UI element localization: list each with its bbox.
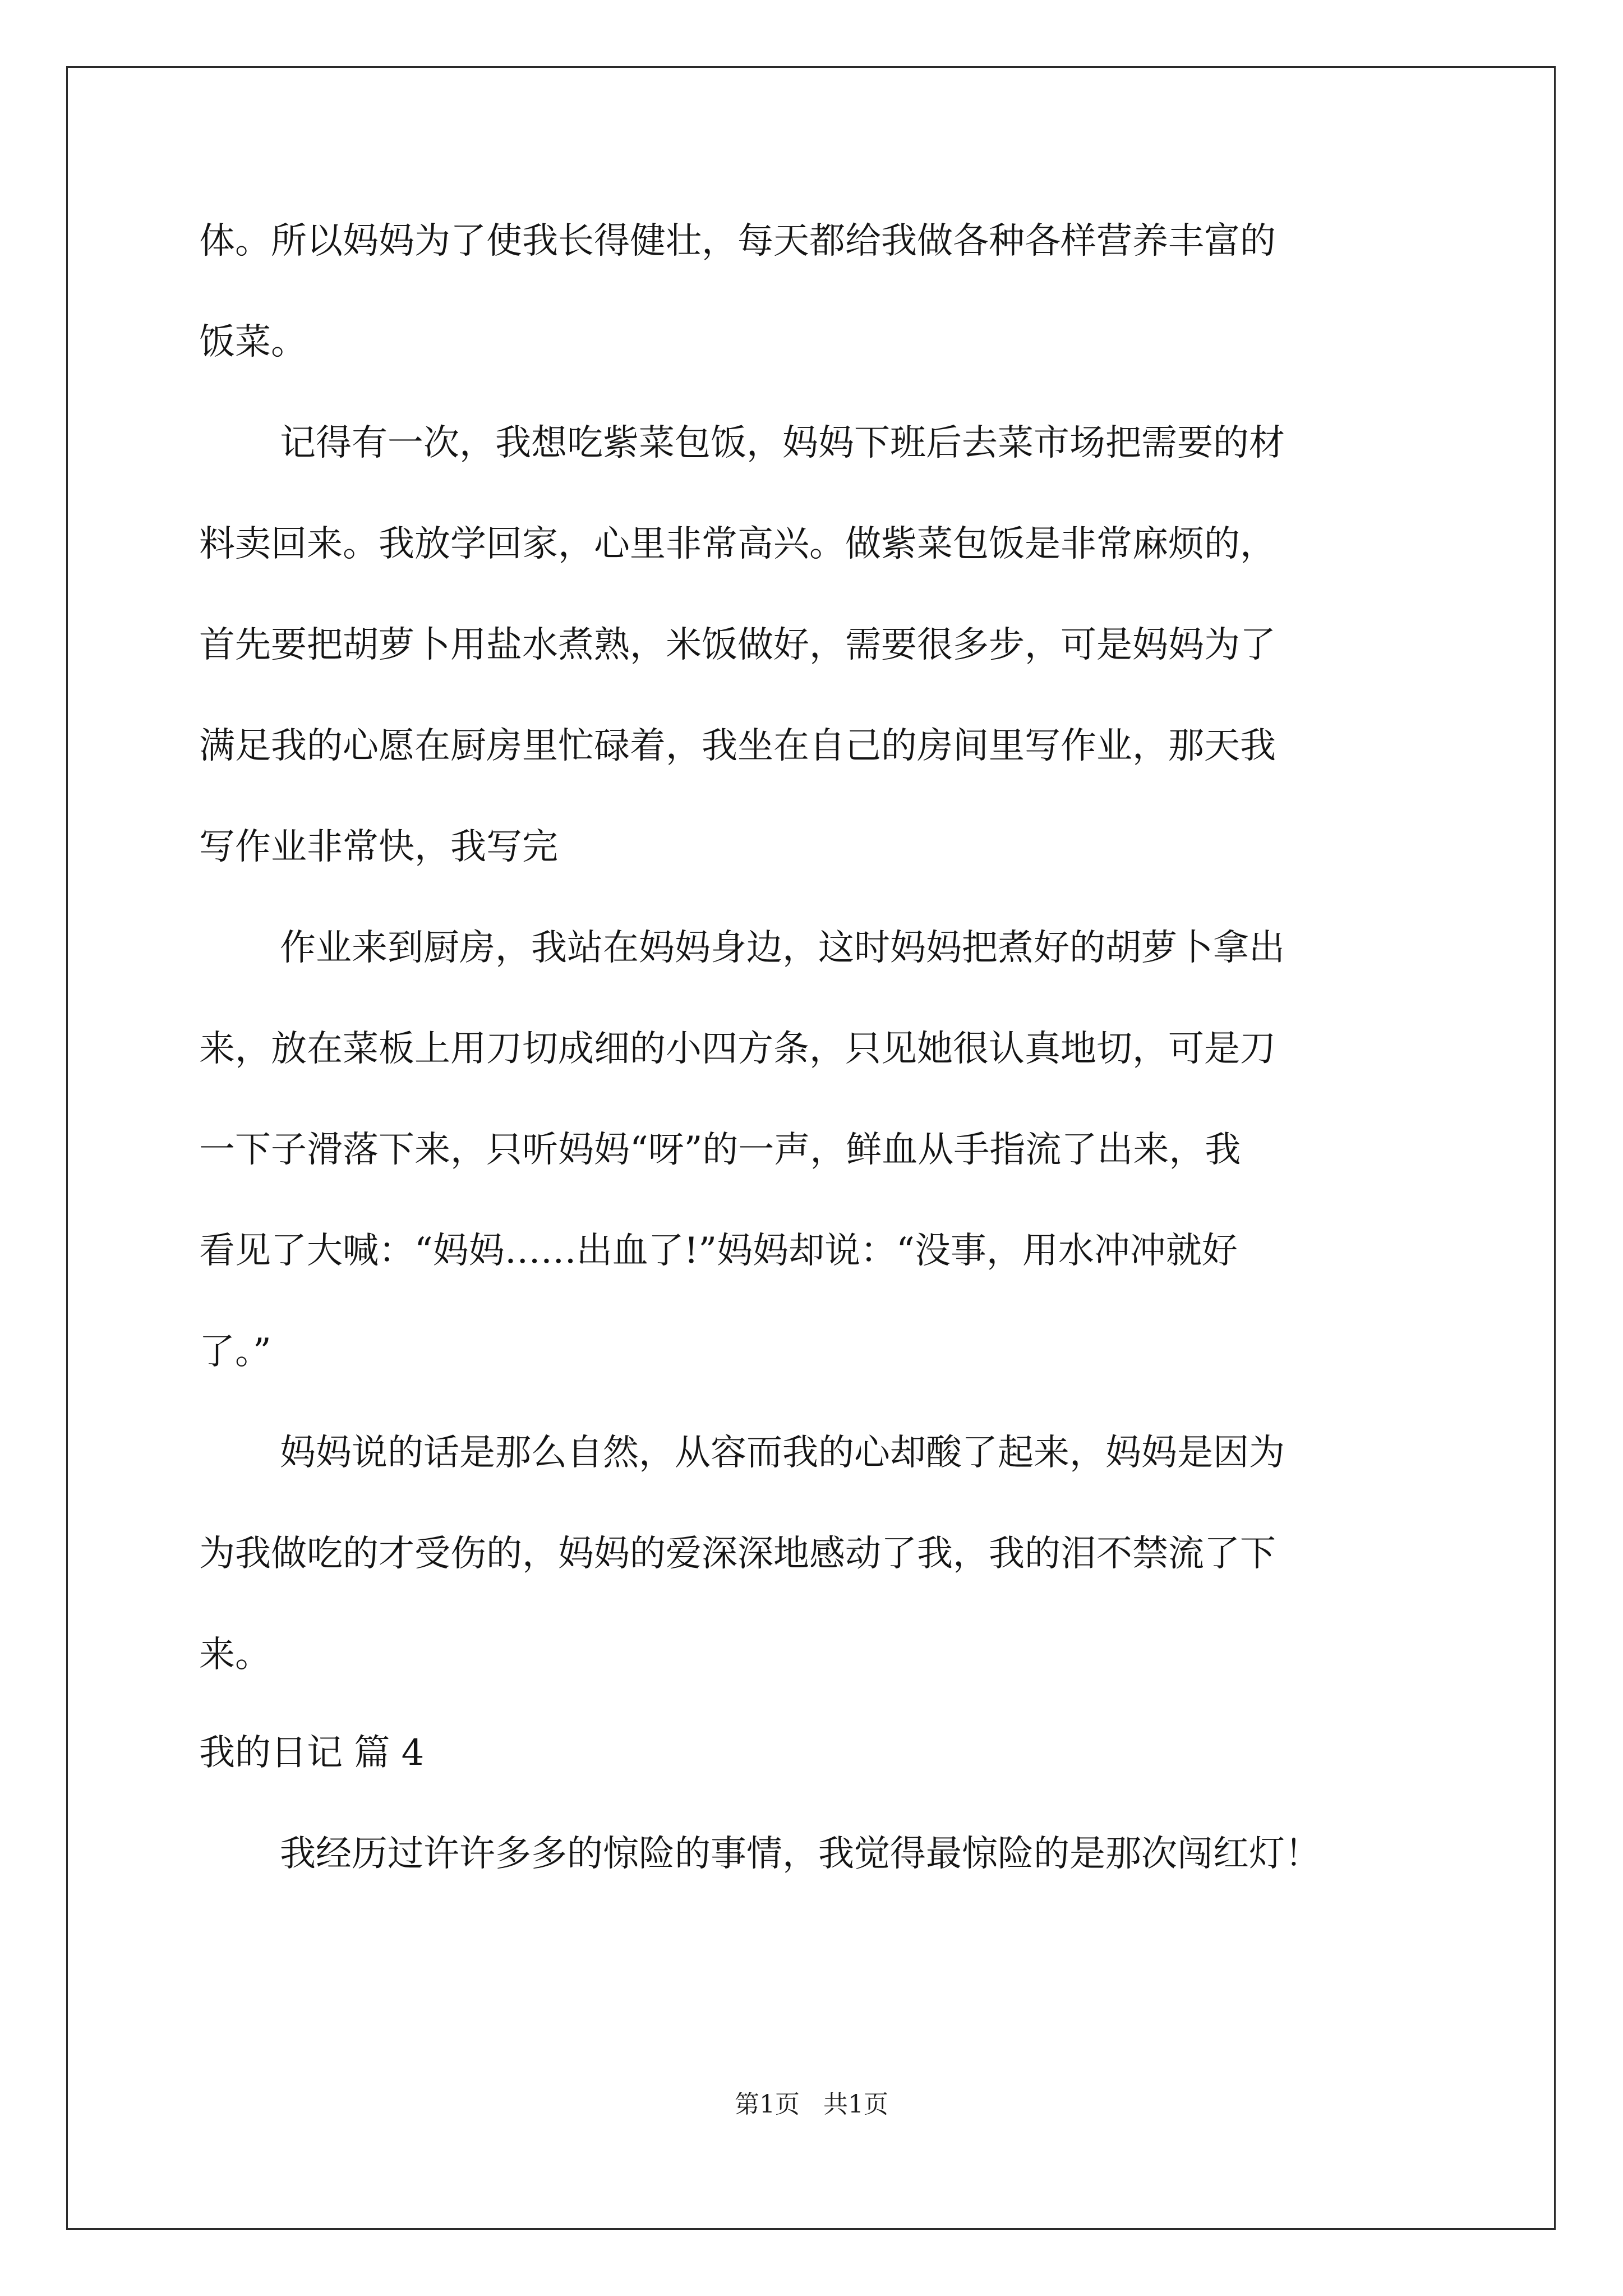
- paragraph-line: 料卖回来。我放学回家，心里非常高兴。做紫菜包饭是非常麻烦的，: [199, 523, 1276, 565]
- page-number: 第1页 共1页: [735, 2090, 888, 2119]
- paragraph-line: 记得有一次，我想吃紫菜包饭，妈妈下班后去菜市场把需要的材: [280, 422, 1285, 464]
- paragraph-line: 一下子滑落下来，只听妈妈“呀”的一声，鲜血从手指流了出来，我: [199, 1129, 1241, 1171]
- paragraph-line: 写作业非常快，我写完: [199, 826, 558, 868]
- paragraph-line: 饭菜。: [199, 321, 307, 363]
- section-heading: 我的日记 篇 4: [199, 1732, 425, 1774]
- paragraph-line: 妈妈说的话是那么自然，从容而我的心却酸了起来，妈妈是因为: [280, 1432, 1285, 1474]
- paragraph-line: 满足我的心愿在厨房里忙碌着，我坐在自己的房间里写作业，那天我: [199, 725, 1276, 767]
- paragraph-line: 看见了大喊：“妈妈……出血了!”妈妈却说：“没事，用水冲冲就好: [199, 1230, 1238, 1272]
- paragraph-line: 体。所以妈妈为了使我长得健壮，每天都给我做各种各样营养丰富的: [199, 220, 1276, 262]
- paragraph-line: 作业来到厨房，我站在妈妈身边，这时妈妈把煮好的胡萝卜拿出: [280, 927, 1285, 969]
- paragraph-line: 了。”: [199, 1331, 271, 1373]
- paragraph-line: 我经历过许许多多的惊险的事情，我觉得最惊险的是那次闯红灯！: [280, 1833, 1321, 1875]
- paragraph-line: 来。: [199, 1634, 271, 1676]
- paragraph-line: 来，放在菜板上用刀切成细的小四方条，只见她很认真地切，可是刀: [199, 1028, 1276, 1070]
- paragraph-line: 首先要把胡萝卜用盐水煮熟，米饭做好，需要很多步，可是妈妈为了: [199, 624, 1276, 666]
- page-footer: [0, 2088, 1623, 2122]
- paragraph-line: 为我做吃的才受伤的，妈妈的爱深深地感动了我，我的泪不禁流了下: [199, 1533, 1276, 1575]
